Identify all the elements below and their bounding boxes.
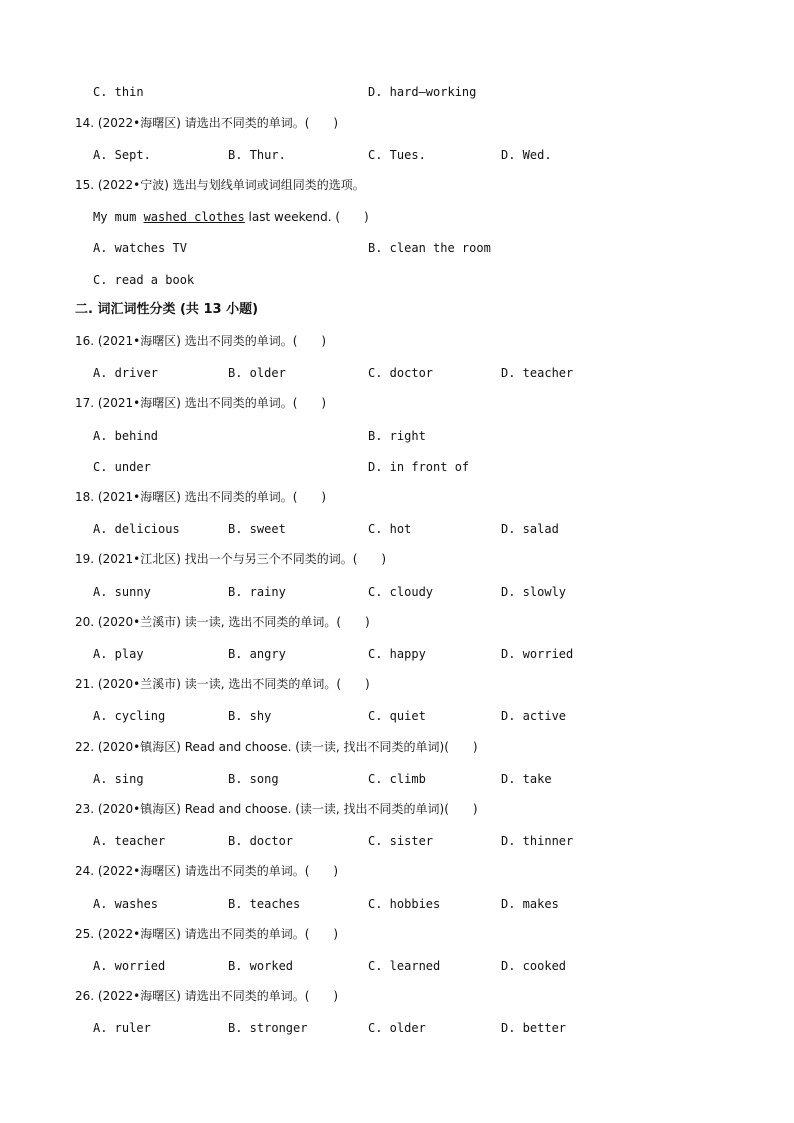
q18-option-c: C. hot <box>368 522 412 536</box>
q23-option-d: D. thinner <box>501 834 574 848</box>
option-c: C. thin <box>93 85 144 99</box>
q18-option-b: B. sweet <box>228 522 286 536</box>
question-17-stem: 17. (2021•海曙区) 选出不同类的单词。( ) <box>75 396 327 410</box>
section-2-heading: 二. 词汇词性分类 (共 13 小题) <box>75 302 259 317</box>
q16-option-d: D. teacher <box>501 366 574 380</box>
q19-option-d: D. slowly <box>501 585 567 599</box>
q14-option-a: A. Sept. <box>93 148 151 162</box>
q15-option-c: C. read a book <box>93 273 195 287</box>
q14-option-b: B. Thur. <box>228 148 286 162</box>
q17-option-d: D. in front of <box>368 460 470 474</box>
q23-option-c: C. sister <box>368 834 434 848</box>
question-21-stem: 21. (2020•兰溪市) 读一读, 选出不同类的单词。( ) <box>75 677 370 691</box>
option-d: D. hard–working <box>368 85 477 99</box>
q20-option-c: C. happy <box>368 647 426 661</box>
q24-option-b: B. teaches <box>228 897 301 911</box>
q21-option-c: C. quiet <box>368 709 426 723</box>
q24-option-d: D. makes <box>501 897 559 911</box>
q24-option-c: C. hobbies <box>368 897 441 911</box>
q22-option-a: A. sing <box>93 772 144 786</box>
q16-option-c: C. doctor <box>368 366 434 380</box>
question-23-stem: 23. (2020•镇海区) Read and choose. (读一读, 找出不同类的单词)( ) <box>75 802 478 816</box>
q21-option-b: B. shy <box>228 709 272 723</box>
question-19-stem: 19. (2021•江北区) 找出一个与另三个不同类的词。( ) <box>75 552 387 566</box>
q15-underlined-phrase: washed clothes <box>143 210 245 224</box>
q18-option-d: D. salad <box>501 522 559 536</box>
q17-option-c: C. under <box>93 460 151 474</box>
q19-option-a: A. sunny <box>93 585 151 599</box>
question-25-stem: 25. (2022•海曙区) 请选出不同类的单词。( ) <box>75 927 339 941</box>
q14-option-d: D. Wed. <box>501 148 552 162</box>
q15-option-b: B. clean the room <box>368 241 491 255</box>
question-18-stem: 18. (2021•海曙区) 选出不同类的单词。( ) <box>75 490 327 504</box>
q25-option-d: D. cooked <box>501 959 567 973</box>
q26-option-d: D. better <box>501 1021 567 1035</box>
q24-option-a: A. washes <box>93 897 159 911</box>
q25-option-c: C. learned <box>368 959 441 973</box>
question-24-stem: 24. (2022•海曙区) 请选出不同类的单词。( ) <box>75 864 339 878</box>
q16-option-a: A. driver <box>93 366 159 380</box>
q26-option-b: B. stronger <box>228 1021 308 1035</box>
q20-option-d: D. worried <box>501 647 574 661</box>
q14-option-c: C. Tues. <box>368 148 426 162</box>
question-14-stem: 14. (2022•海曙区) 请选出不同类的单词。( ) <box>75 116 339 130</box>
q15-sentence-pre: My mum <box>93 210 144 224</box>
question-15-stem: 15. (2022•宁波) 选出与划线单词或词组同类的选项。 <box>75 178 365 192</box>
q17-option-a: A. behind <box>93 429 159 443</box>
q21-option-a: A. cycling <box>93 709 166 723</box>
q15-sentence <box>93 209 369 225</box>
q15-option-a: A. watches TV <box>93 241 187 255</box>
q18-option-a: A. delicious <box>93 522 180 536</box>
q26-option-c: C. older <box>368 1021 426 1035</box>
q22-option-c: C. climb <box>368 772 426 786</box>
q25-option-a: A. worried <box>93 959 166 973</box>
question-20-stem: 20. (2020•兰溪市) 读一读, 选出不同类的单词。( ) <box>75 615 370 629</box>
q26-option-a: A. ruler <box>93 1021 151 1035</box>
q19-option-c: C. cloudy <box>368 585 434 599</box>
question-26-stem: 26. (2022•海曙区) 请选出不同类的单词。( ) <box>75 989 339 1003</box>
q23-option-b: B. doctor <box>228 834 294 848</box>
question-22-stem: 22. (2020•镇海区) Read and choose. (读一读, 找出不同类的单词)( ) <box>75 740 478 754</box>
q16-option-b: B. older <box>228 366 286 380</box>
q17-option-b: B. right <box>368 429 426 443</box>
q25-option-b: B. worked <box>228 959 294 973</box>
q23-option-a: A. teacher <box>93 834 166 848</box>
q21-option-d: D. active <box>501 709 567 723</box>
q20-option-a: A. play <box>93 647 144 661</box>
q22-option-b: B. song <box>228 772 279 786</box>
q15-sentence-post: last weekend. ( ) <box>244 210 369 224</box>
q22-option-d: D. take <box>501 772 552 786</box>
q19-option-b: B. rainy <box>228 585 286 599</box>
q20-option-b: B. angry <box>228 647 286 661</box>
question-16-stem: 16. (2021•海曙区) 选出不同类的单词。( ) <box>75 334 327 348</box>
